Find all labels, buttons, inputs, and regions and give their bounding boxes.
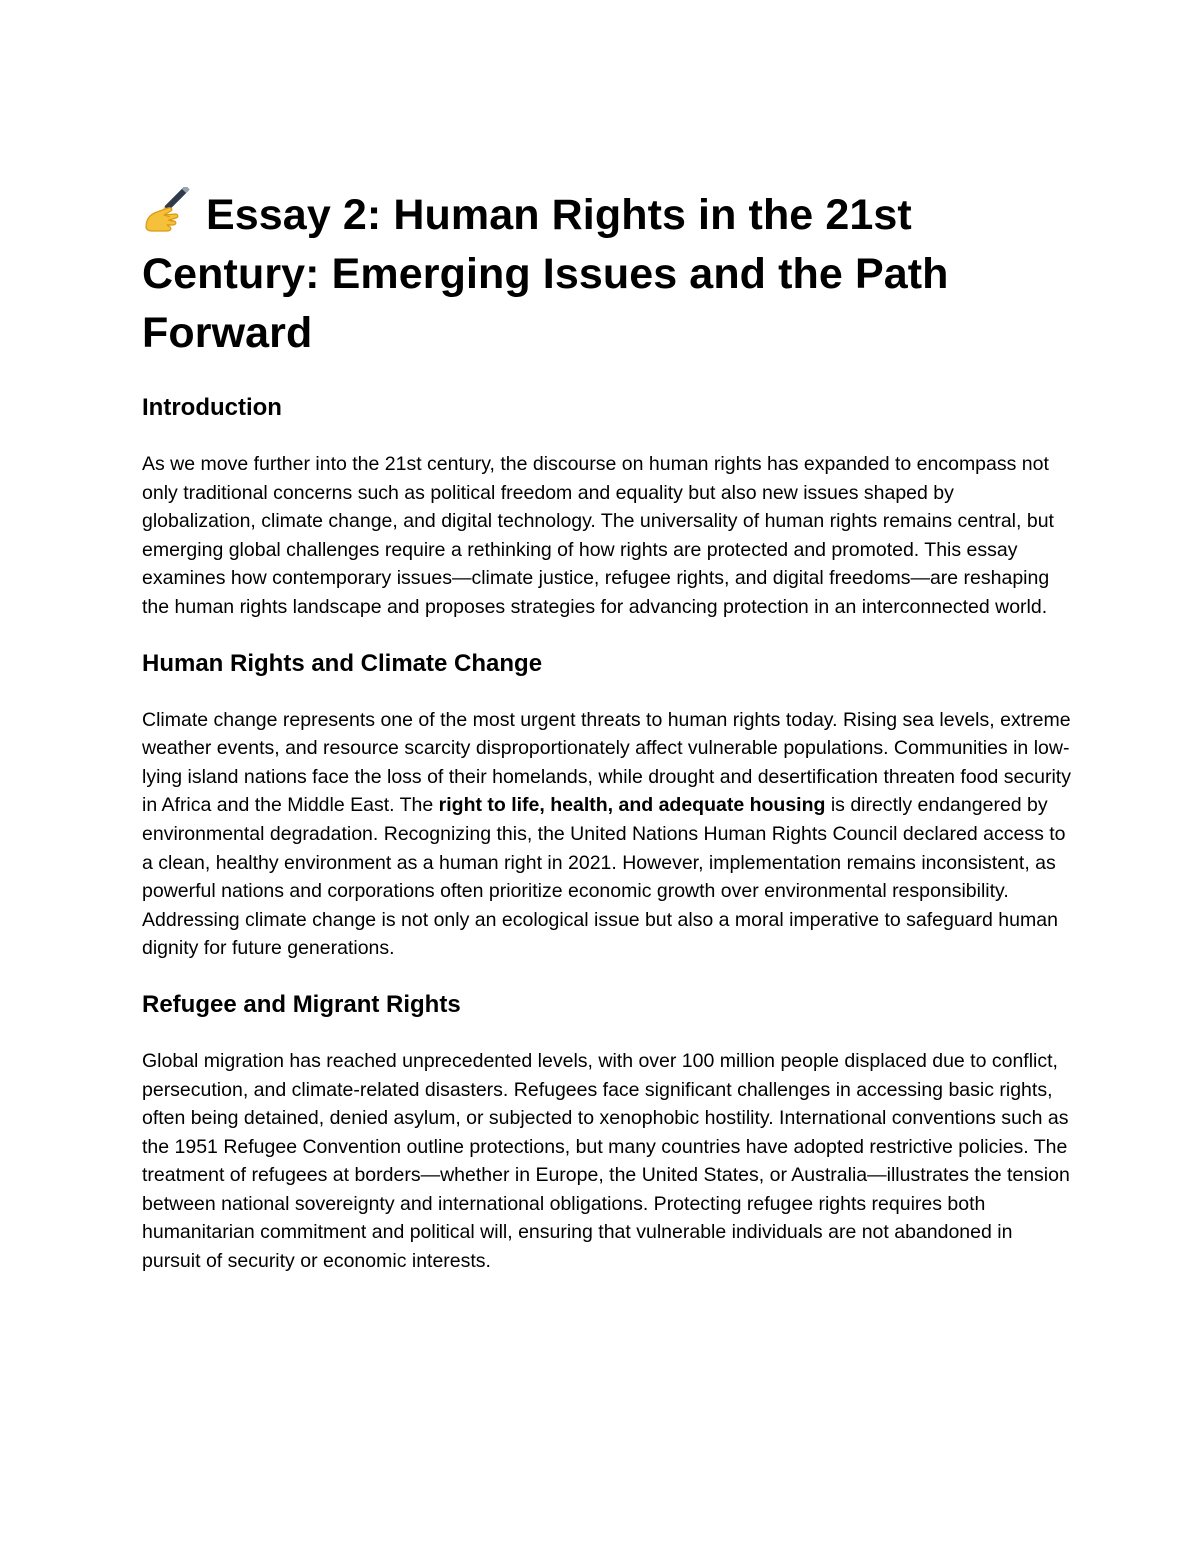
paragraph-introduction: As we move further into the 21st century, the discourse on human rights has expanded to encompass not only traditional concerns such as political freedom and equality but also new issues shaped by globalization, climate change, and digital technology. The universality of human rights remains central, but emerging global challenges require a rethinking of how rights are protected and promoted. This essay examines how contemporary issues—climate justice, refugee rights, and digital freedoms—are reshaping the human rights landscape and proposes strategies for advancing protection in an interconnected world. — [142, 453, 1054, 618]
title-text: Essay 2: Human Rights in the 21st Century: Emerging Issues and the Path Forward — [142, 191, 949, 357]
section-heading-refugee-rights: Refugee and Migrant Rights — [142, 990, 461, 1018]
writing-hand-icon — [142, 187, 194, 233]
section-heading-introduction: Introduction — [142, 394, 282, 421]
paragraph-text: Climate change represents one of the most urgent threats to human rights today. Rising sea levels, extreme weather events, and resource scarcity disproportionately affect vulnerable populations. Communities in low-lying island nations face the loss of their homelands, while drought and desertification threaten food security in Africa and the Middle East. The — [142, 708, 1071, 817]
section-heading-climate-change: Human Rights and Climate Change — [142, 649, 543, 677]
page-title — [142, 186, 1072, 363]
document-body — [142, 186, 1072, 1276]
bold-emphasis: right to life, health, and adequate housing — [438, 794, 826, 817]
paragraph-refugee-rights: Global migration has reached unprecedented levels, with over 100 million people displaced due to conflict, persecution, and climate-related disasters. Refugees face significant challenges in accessing basic rights, often being detained, denied asylum, or subjected to xenophobic hostility. International conventions such as the 1951 Refugee Convention outline protections, but many countries have adopted restrictive policies. The treatment of refugees at borders—whether in Europe, the United States, or Australia—illustrates the tension between national sovereignty and international obligations. Protecting refugee rights requires both humanitarian commitment and political will, ensuring that vulnerable individuals are not abandoned in pursuit of security or economic interests. — [142, 1049, 1070, 1273]
paragraph-text: is directly endangered by environmental degradation. Recognizing this, the United Nations Human Rights Council declared access to a clean, healthy environment as a human right in 2021. However, implementation remains inconsistent, as powerful nations and corporations often prioritize economic growth over environmental responsibility. Addressing climate change is not only an ecological issue but also a moral imperative to safeguard human dignity for future generations. — [142, 794, 1066, 960]
paragraph-climate-change — [142, 706, 1072, 963]
